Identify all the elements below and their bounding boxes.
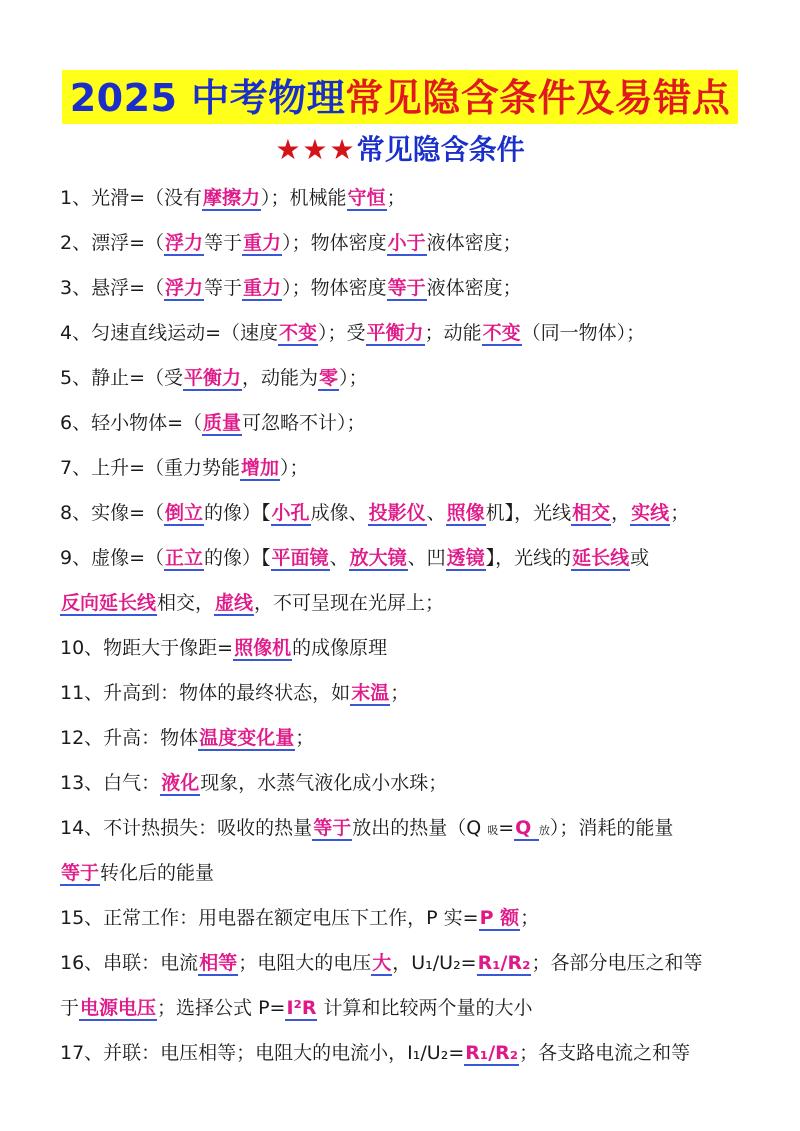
list-item [60,491,780,536]
line-text: 现象，水蒸气液化成小水珠； [200,772,448,794]
keyword-highlight: 平衡力 [366,322,424,344]
keyword-highlight: R₁/R₂ [477,952,531,974]
keyword-highlight: 大 [372,952,392,974]
line-text: 13、白气： [60,772,161,794]
line-text: 的像）【 [204,547,271,569]
line-text: ，动能为 [242,367,319,389]
line-text: 14、不计热损失：吸收的热量 [60,817,313,839]
line-text: 或 [630,547,650,569]
line-text: ； [670,502,690,524]
keyword-highlight: Q [515,817,538,839]
list-item [60,176,780,221]
keyword-highlight: 倒立 [165,502,204,524]
line-text: ）；机械能 [261,187,347,209]
line-text: 12、升高：物体 [60,727,199,749]
keyword-highlight: 透镜 [446,547,485,569]
keyword-highlight: 摩擦力 [203,187,261,209]
line-text: 16、串联：电流 [60,952,199,974]
line-text: = [498,817,515,839]
line-text: ；各部分电压之和等 [531,952,703,974]
line-text: ； [295,727,315,749]
keyword-highlight: 末温 [351,682,390,704]
section-heading [0,130,800,170]
keyword-highlight: 相等 [199,952,238,974]
list-item [60,671,780,716]
line-text: 、 [329,547,349,569]
line-text: ； [390,682,410,704]
keyword-highlight: 等于 [387,277,426,299]
line-text: ，U₁/U₂= [392,952,477,974]
list-item [60,626,780,671]
line-text: 1、光滑=（没有 [60,187,203,209]
line-text: 计算和比较两个量的大小 [317,997,533,1019]
line-text: ； [386,187,406,209]
line-text: ；动能 [424,322,482,344]
keyword-highlight: 小于 [387,232,426,254]
line-text: 相交， [157,592,215,614]
line-text: ；电阻大的电压 [238,952,372,974]
line-text: ）；受 [318,322,366,344]
keyword-highlight: 浮力 [165,277,204,299]
keyword-highlight: P 额 [479,907,520,929]
keyword-highlight: 实线 [631,502,670,524]
keyword-highlight: 等于 [313,817,352,839]
line-text: 、 [426,502,446,524]
keyword-highlight: 不变 [279,322,318,344]
keyword-highlight: 反向延长线 [61,592,157,614]
list-item [60,401,780,446]
title-part-red: 常见隐含条件及易错点 [345,76,731,120]
line-text: 4、匀速直线运动=（速度 [60,322,279,344]
keyword-highlight: 平面镜 [271,547,329,569]
line-text: 15、正常工作：用电器在额定电压下工作，P 实= [60,907,479,929]
keyword-highlight: 电源电压 [80,997,157,1019]
condition-list [60,176,780,1076]
page-title [62,70,739,124]
list-item [60,896,780,941]
line-text: 放出的热量（Q [352,817,488,839]
keyword-highlight: 不变 [482,322,521,344]
line-text: 、凹 [407,547,446,569]
keyword-highlight: 相交 [572,502,611,524]
list-item [60,761,780,806]
line-text: （同一物体）； [521,322,646,344]
keyword-highlight: R₁/R₂ [465,1042,519,1064]
keyword-highlight: 虚线 [215,592,254,614]
keyword-highlight: 液化 [161,772,200,794]
line-text: 转化后的能量 [100,862,215,884]
line-text: 8、实像=（ [60,502,165,524]
section-heading-text: 常见隐含条件 [356,133,525,166]
line-text: 11、升高到：物体的最终状态，如 [60,682,351,704]
subscript-text: 放 [538,824,550,837]
list-item [60,986,780,1031]
list-item [60,716,780,761]
list-item [60,221,780,266]
title-banner [0,70,800,124]
keyword-highlight: 小孔 [271,502,310,524]
line-text: ）；消耗的能量 [549,817,674,839]
line-text: ； [520,907,540,929]
keyword-highlight: 重力 [243,232,282,254]
line-text: 的像）【 [204,502,271,524]
line-text: ）； [280,457,309,479]
keyword-highlight: 照像 [446,502,485,524]
keyword-highlight: 质量 [203,412,242,434]
subscript-text: 吸 [487,824,499,837]
keyword-highlight: 延长线 [572,547,630,569]
keyword-highlight: 放大镜 [349,547,407,569]
list-item [60,536,780,581]
line-text: 于 [60,997,80,1019]
line-text: 17、并联：电压相等；电阻大的电流小，I₁/U₂= [60,1042,465,1064]
line-text: 2、漂浮=（ [60,232,165,254]
line-text: 等于 [204,277,243,299]
keyword-highlight: 增加 [241,457,280,479]
line-text: 7、上升=（重力势能 [60,457,241,479]
list-item [60,851,780,896]
line-text: ）；物体密度 [282,232,387,254]
line-text: 6、轻小物体=（ [60,412,203,434]
line-text: 液体密度； [426,277,522,299]
list-item [60,311,780,356]
line-text: 9、虚像=（ [60,547,165,569]
line-text: 】，光线的 [485,547,572,569]
keyword-highlight: 照像机 [234,637,292,659]
list-item [60,356,780,401]
line-text: 5、静止=（受 [60,367,184,389]
line-text: 等于 [204,232,243,254]
line-text: 成像、 [310,502,368,524]
line-text: 3、悬浮=（ [60,277,165,299]
line-text: 的成像原理 [292,637,388,659]
keyword-highlight: 重力 [243,277,282,299]
list-item [60,806,780,851]
line-text: 可忽略不计）； [242,412,366,434]
list-item [60,941,780,986]
line-text: 10、物距大于像距= [60,637,234,659]
keyword-highlight: 投影仪 [368,502,426,524]
keyword-highlight: 零 [319,367,339,389]
keyword-highlight: I²R [286,997,317,1019]
keyword-highlight: 温度变化量 [199,727,295,749]
keyword-highlight: 平衡力 [184,367,242,389]
line-text: ）；物体密度 [282,277,387,299]
line-text: 机】，光线 [485,502,572,524]
line-text: ，不可呈现在光屏上； [254,592,445,614]
title-part-blue: 2025 中考物理 [69,76,346,120]
line-text: 液体密度； [426,232,522,254]
list-item [60,1031,780,1076]
list-item [60,266,780,311]
star-icons: ★★★ [275,133,357,166]
line-text: ， [611,502,631,524]
list-item [60,446,780,491]
line-text: ；选择公式 P= [157,997,286,1019]
keyword-highlight: 守恒 [347,187,386,209]
keyword-highlight: 浮力 [165,232,204,254]
line-text: ；各支路电流之和等 [519,1042,691,1064]
list-item [60,581,780,626]
keyword-highlight: 正立 [165,547,204,569]
keyword-highlight: 等于 [61,862,100,884]
line-text: ）； [339,367,368,389]
